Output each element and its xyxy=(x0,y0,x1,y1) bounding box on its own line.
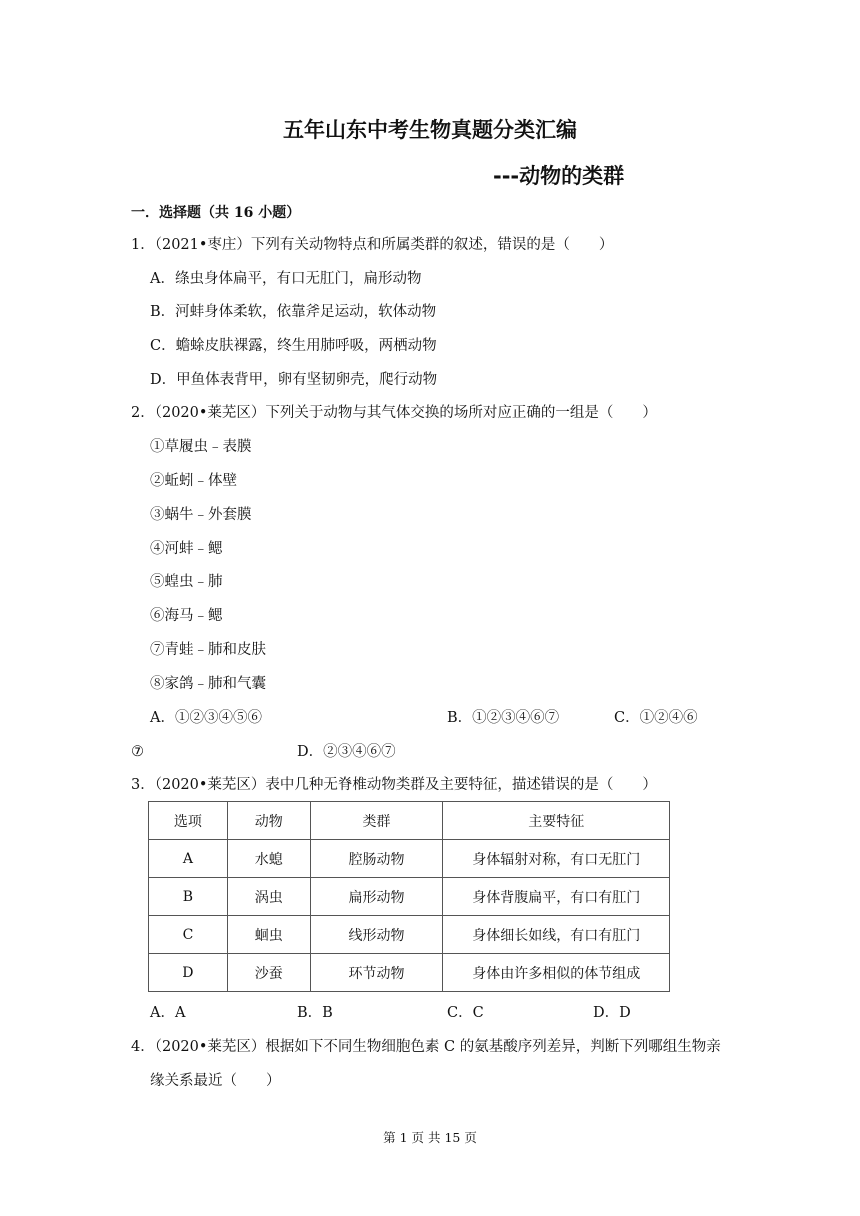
question-2-option-b: B．①②③④⑥⑦ xyxy=(447,710,560,726)
question-3-stem: 3．（2020•莱芜区）表中几种无脊椎动物类群及主要特征，描述错误的是（ ） xyxy=(131,777,657,793)
table-cell: A xyxy=(149,840,228,878)
document-title: 五年山东中考生物真题分类汇编 xyxy=(283,118,577,142)
question-2-item: ⑤蝗虫﹣肺 xyxy=(150,574,223,590)
table-header-row xyxy=(149,802,670,840)
table-row xyxy=(149,840,670,878)
table-cell: 身体由许多相似的体节组成 xyxy=(443,954,670,992)
question-2-item: ④河蚌﹣鳃 xyxy=(150,541,223,557)
question-1-option-d: D．甲鱼体表背甲，卵有坚韧卵壳，爬行动物 xyxy=(150,372,438,388)
table-cell: D xyxy=(149,954,228,992)
section-heading: 一．选择题（共 16 小题） xyxy=(131,205,301,221)
question-2-option-c: C．①②④⑥ xyxy=(614,710,698,726)
table-row xyxy=(149,916,670,954)
feature-table xyxy=(148,801,670,992)
table-cell: 涡虫 xyxy=(227,878,310,916)
table-cell: 腔肠动物 xyxy=(310,840,443,878)
question-2-option-d: D．②③④⑥⑦ xyxy=(297,744,396,760)
question-3-option-c: C．C xyxy=(447,1005,484,1021)
question-2-option-a: A．①②③④⑤⑥ xyxy=(150,710,262,726)
question-2-item: ③蜗牛﹣外套膜 xyxy=(150,507,252,523)
question-2-stem: 2．（2020•莱芜区）下列关于动物与其气体交换的场所对应正确的一组是（ ） xyxy=(131,405,657,421)
table-cell: C xyxy=(149,916,228,954)
table-cell: B xyxy=(149,878,228,916)
question-1-option-a: A．绦虫身体扁平，有口无肛门，扁形动物 xyxy=(150,271,422,287)
table-cell: 身体背腹扁平，有口有肛门 xyxy=(443,878,670,916)
question-2-item: ①草履虫﹣表膜 xyxy=(150,439,252,455)
question-2-item: ⑧家鸽﹣肺和气囊 xyxy=(150,676,266,692)
table-cell: 线形动物 xyxy=(310,916,443,954)
question-2-item: ⑦青蛙﹣肺和皮肤 xyxy=(150,642,266,658)
table-cell: 身体辐射对称，有口无肛门 xyxy=(443,840,670,878)
table-row xyxy=(149,954,670,992)
table-header-cell: 类群 xyxy=(310,802,443,840)
table-header-cell: 动物 xyxy=(227,802,310,840)
table-row xyxy=(149,878,670,916)
question-1-option-b: B．河蚌身体柔软，依靠斧足运动，软体动物 xyxy=(150,304,437,320)
question-3-option-b: B．B xyxy=(297,1005,333,1021)
question-3-option-d: D．D xyxy=(593,1005,631,1021)
question-2-item: ②蚯蚓﹣体壁 xyxy=(150,473,237,489)
question-2-item: ⑥海马﹣鳃 xyxy=(150,608,223,624)
question-1-stem: 1．（2021•枣庄）下列有关动物特点和所属类群的叙述，错误的是（ ） xyxy=(131,237,614,253)
question-3-option-a: A．A xyxy=(150,1005,186,1021)
table-cell: 蛔虫 xyxy=(227,916,310,954)
question-4-stem-continued: 缘关系最近（ ） xyxy=(150,1073,281,1089)
table-cell: 沙蚕 xyxy=(227,954,310,992)
page-footer: 第 1 页 共 15 页 xyxy=(383,1130,477,1145)
table-cell: 水螅 xyxy=(227,840,310,878)
table-cell: 环节动物 xyxy=(310,954,443,992)
table-cell: 身体细长如线，有口有肛门 xyxy=(443,916,670,954)
question-2-option-c-wrap: ⑦ xyxy=(131,744,144,760)
document-subtitle: ---动物的类群 xyxy=(493,164,625,188)
table-cell: 扁形动物 xyxy=(310,878,443,916)
question-4-stem: 4．（2020•莱芜区）根据如下不同生物细胞色素 C 的氨基酸序列差异，判断下列哪组生物亲 xyxy=(131,1039,721,1055)
table-header-cell: 主要特征 xyxy=(443,802,670,840)
table-header-cell: 选项 xyxy=(149,802,228,840)
question-1-option-c: C．蟾蜍皮肤裸露，终生用肺呼吸，两栖动物 xyxy=(150,338,437,354)
